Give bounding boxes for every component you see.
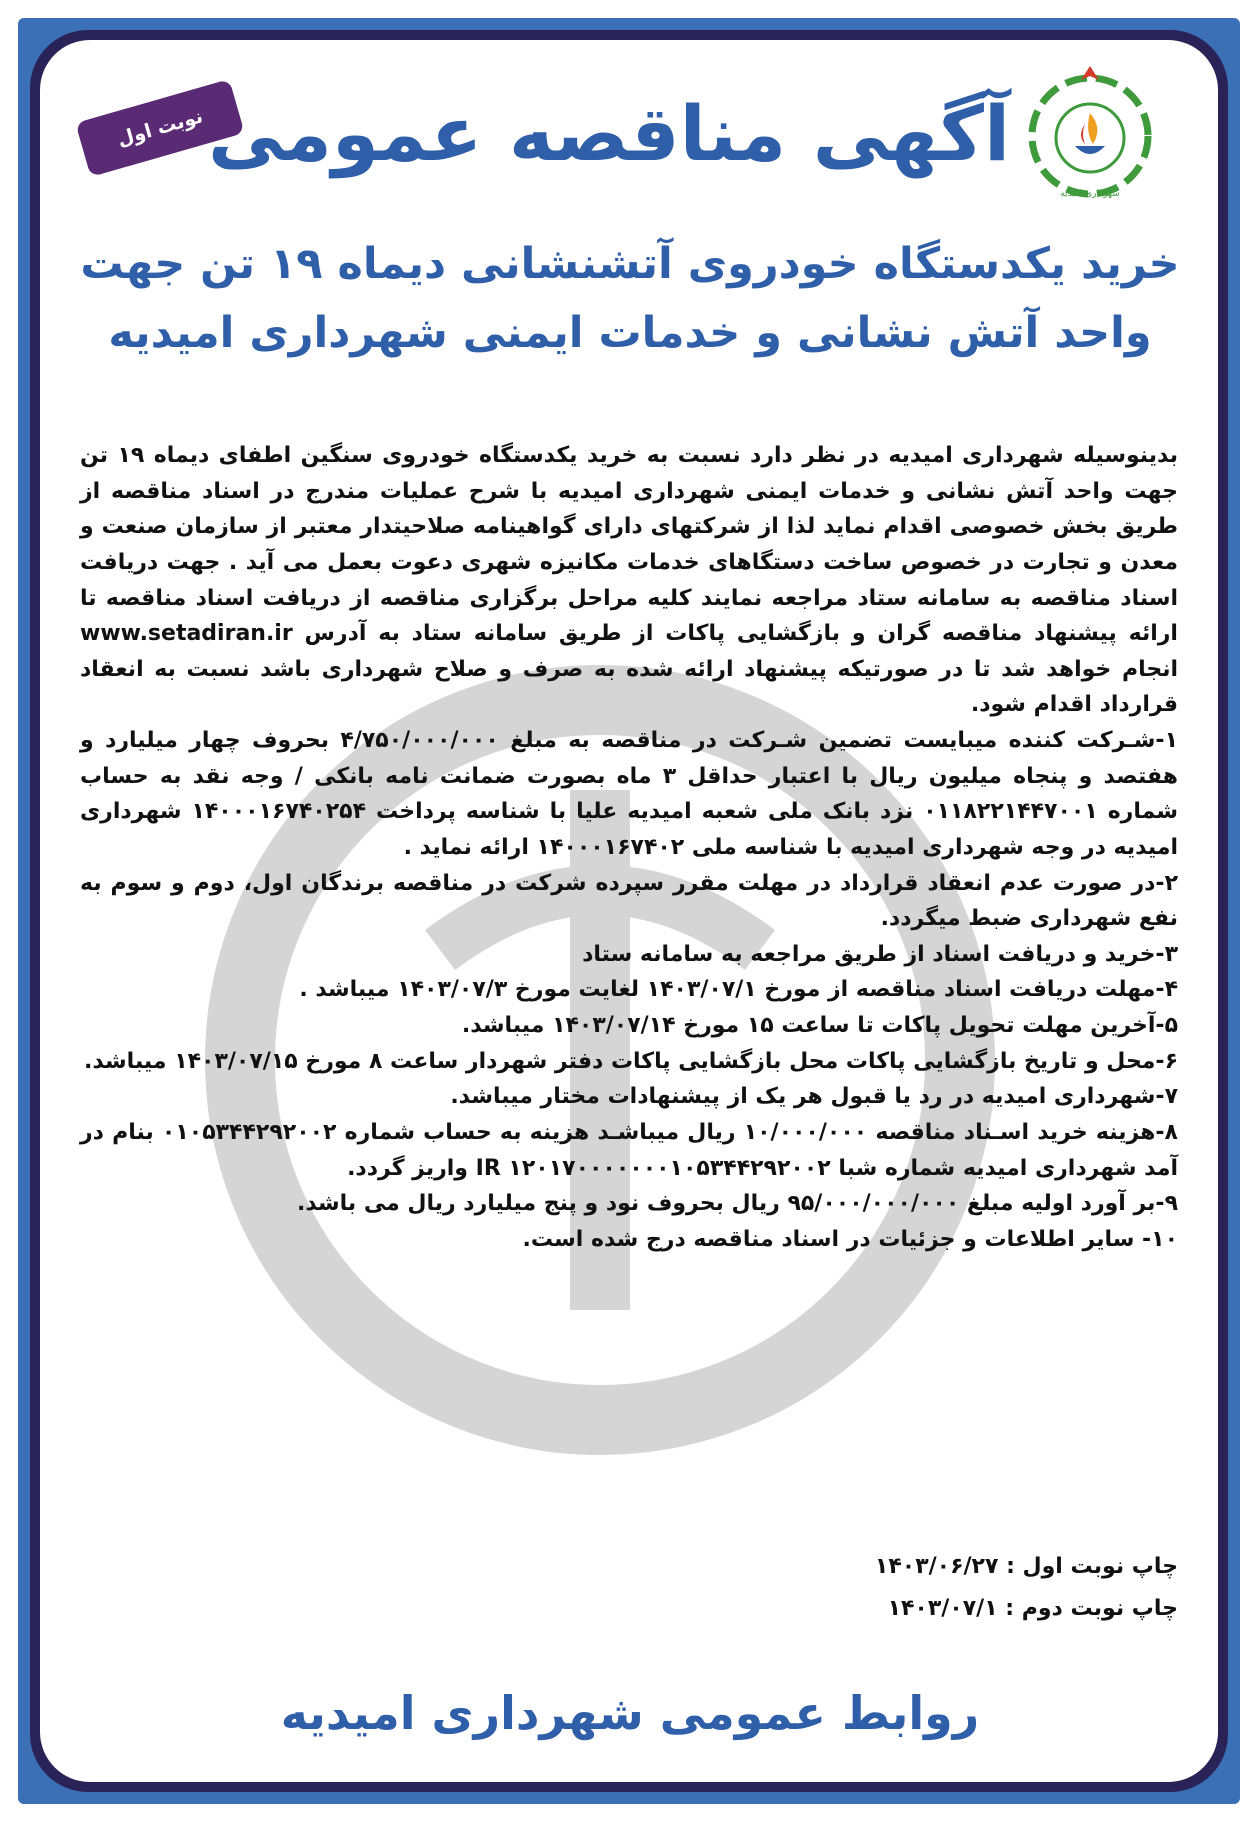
subtitle-line-2: واحد آتش نشانی و خدمات ایمنی شهرداری امیدیه [108, 307, 1152, 358]
intro-part-2: انجام خواهد شد تا در صورتیکه پیشنهاد ارائه شده به صرف و صلاح شهرداری باشد نسبت به انعقاد قرارداد اقدام شود. [80, 656, 1178, 718]
intro-part-1: بدینوسیله شهرداری امیدیه در نظر دارد نسبت به خرید یکدستگاه خودروی سنگین اطفای دیماه ۱۹ تن جهت واحد آتش نشانی و خدمات ایمنی شهرداری امیدیه با شرح عملیات مندرج در اسناد مناقصه از طریق بخش خصوصی اقدام نماید لذا از شرکتهای دارای گواهینامه صلاحیتدار معتبر از سازمان صنعت و معدن و تجارت در خصوص ساخت دستگاهای خدمات مکانیزه شهری دعوت بعمل می آید . جهت دریافت اسناد مناقصه به سامانه ستاد مراجعه نمایند کلیه مراحل برگزاری مناقصه از دریافت اسناد مناقصه تا ارائه پیشنهاد مناقصه گران و بازگشایی پاکات از طریق سامانه ستاد به آدرس [80, 443, 1179, 647]
list-item: ۶-محل و تاریخ بازگشایی پاکات محل بازگشایی پاکات دفتر شهردار ساعت ۸ مورخ ۱۴۰۳/۰۷/۱۵ میباشد. [83, 1048, 1178, 1074]
page-title: آگهی مناقصه عمومی [207, 89, 1010, 178]
logo-caption: شهرداری امیدیه [1060, 189, 1120, 199]
print-dates [700, 1546, 1178, 1630]
subtitle-line-1: خرید یکدستگاه خودروی آتشنشانی دیماه ۱۹ تن جهت [80, 239, 1180, 289]
list-item: ۲-در صورت عدم انعقاد قرارداد در مهلت مقرر سپرده شرکت در مناقصه برندگان اول، دوم و سوم به نفع شهرداری ضبط میگردد. [80, 870, 1178, 932]
second-print-date: چاپ نوبت دوم : ۱۴۰۳/۰۷/۱ [887, 1595, 1178, 1621]
website-link[interactable]: www.setadiran.ir [80, 621, 293, 647]
municipality-emblem-icon [1015, 58, 1165, 208]
insertion-badge: نوبت اول [75, 79, 244, 177]
first-print-date: چاپ نوبت اول : ۱۴۰۳/۰۶/۲۷ [874, 1554, 1178, 1579]
notice-body [80, 438, 1178, 1257]
intro-paragraph [80, 438, 1178, 723]
list-item: ۸-هزینه خرید اسـناد مناقصه ۱۰/۰۰۰/۰۰۰ ریال میباشـد هزینه به حساب شماره ۰۱۰۵۳۴۴۲۹۲۰۰۲ بنام در آمد شهرداری امیدیه شماره شبا IR ۱۲۰۱۷۰۰۰۰۰۰۰۱۰۵۳۴۴۲۹۲۰۰۲ واریز گردد. [80, 1119, 1178, 1181]
list-item: ۱۰- سایر اطلاعات و جزئیات در اسناد مناقصه درج شده است. [522, 1226, 1178, 1252]
footer-signature: روابط عمومی شهرداری امیدیه [280, 1686, 980, 1740]
list-item: ۹-بر آورد اولیه مبلغ ۹۵/۰۰۰/۰۰۰/۰۰۰ ریال بحروف نود و پنج میلیارد ریال می باشد. [296, 1191, 1178, 1217]
list-item: ۷-شهرداری امیدیه در رد یا قبول هر یک از پیشنهادات مختار میباشد. [450, 1084, 1178, 1110]
list-item: ۱-شـرکت کننده میبایست تضمین شـرکت در مناقصه به مبلغ ۴/۷۵۰/۰۰۰/۰۰۰ بحروف چهار میلیارد و هفتصد و پنجاه میلیون ریال با اعتبار حداقل ۳ ماه بصورت ضمانت نامه بانکی / وجه نقد به حساب شماره ۰۱۱۸۲۲۱۴۴۷۰۰۱ نزد بانک ملی شعبه امیدیه علیا با شناسه پرداخت ۱۴۰۰۰۱۶۷۴۰۲۵۴ شهرداری امیدیه در وجه شهرداری امیدیه با شناسه ملی ۱۴۰۰۰۱۶۷۴۰۲ ارائه نماید . [80, 728, 1179, 860]
list-item: ۳-خرید و دریافت اسناد از طریق مراجعه به سامانه ستاد [582, 941, 1178, 967]
subtitle [80, 230, 1180, 368]
list-item: ۵-آخرین مهلت تحویل پاکات تا ساعت ۱۵ مورخ ۱۴۰۳/۰۷/۱۴ میباشد. [461, 1013, 1178, 1038]
list-item: ۴-مهلت دریافت اسناد مناقصه از مورخ ۱۴۰۳/۰۷/۱ لغایت مورخ ۱۴۰۳/۰۷/۳ میباشد . [299, 977, 1178, 1003]
